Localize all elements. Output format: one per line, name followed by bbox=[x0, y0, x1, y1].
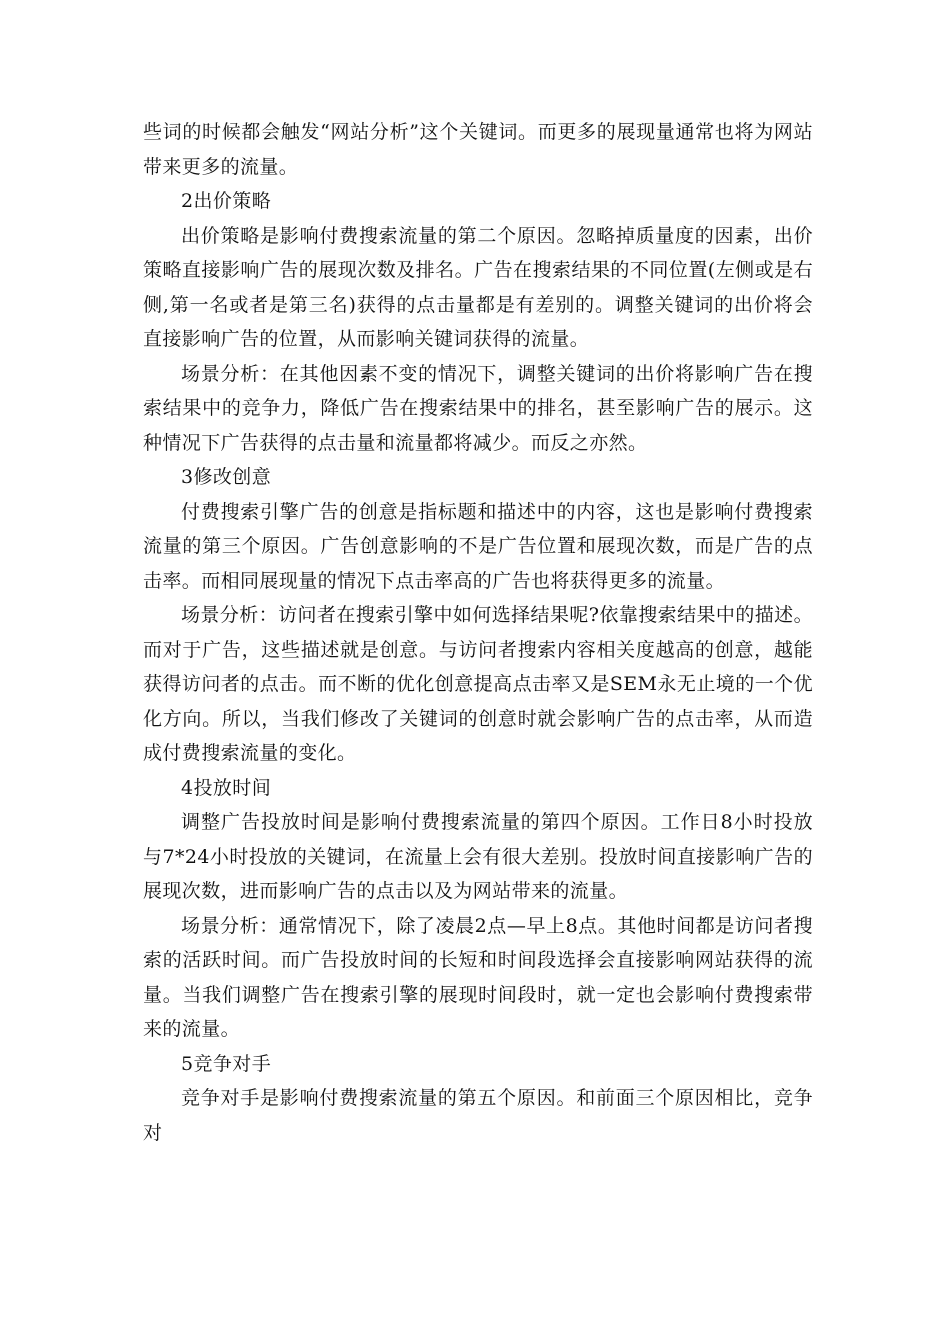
paragraph-schedule: 调整广告投放时间是影响付费搜索流量的第四个原因。工作日8小时投放与7*24小时投放的关键词，在流量上会有很大差别。投放时间直接影响广告的展现次数，进而影响广告的点击以及为网站带来的流量。 bbox=[143, 811, 813, 902]
paragraph-creative-scenario: 场景分析：访问者在搜索引擎中如何选择结果呢?依靠搜索结果中的描述。而对于广告，这些描述就是创意。与访问者搜索内容相关度越高的创意，越能获得访问者的点击。而不断的优化创意提高点击率又是SEM永无止境的一个优化方向。所以，当我们修改了关键词的创意时就会影响广告的点击率，从而造成付费搜索流量的变化。 bbox=[143, 604, 813, 764]
section-heading-creative: 3修改创意 bbox=[181, 466, 272, 488]
section-heading-competitors: 5竞争对手 bbox=[181, 1052, 272, 1075]
paragraph-schedule-scenario: 场景分析：通常情况下，除了凌晨2点—早上8点。其他时间都是访问者搜索的活跃时间。而广告投放时间的长短和时间段选择会直接影响网站获得的流量。当我们调整广告在搜索引擎的展现时间段时，就一定也会影响付费搜索带来的流量。 bbox=[143, 914, 813, 1040]
section-heading-bidding: 2出价策略 bbox=[181, 190, 272, 212]
document-page bbox=[143, 115, 813, 1150]
paragraph-continued: 些词的时候都会触发“网站分析”这个关键词。而更多的展现量通常也将为网站带来更多的流量。 bbox=[143, 121, 813, 178]
paragraph-competitors: 竞争对手是影响付费搜索流量的第五个原因。和前面三个原因相比，竞争对 bbox=[143, 1087, 813, 1144]
paragraph-creative: 付费搜索引擎广告的创意是指标题和描述中的内容，这也是影响付费搜索流量的第三个原因。广告创意影响的不是广告位置和展现次数，而是广告的点击率。而相同展现量的情况下点击率高的广告也将获得更多的流量。 bbox=[143, 500, 813, 592]
section-heading-schedule: 4投放时间 bbox=[181, 776, 272, 799]
paragraph-bidding-scenario: 场景分析：在其他因素不变的情况下，调整关键词的出价将影响广告在搜索结果中的竞争力，降低广告在搜索结果中的排名，甚至影响广告的展示。这种情况下广告获得的点击量和流量都将减少。而反之亦然。 bbox=[143, 362, 813, 454]
paragraph-bidding: 出价策略是影响付费搜索流量的第二个原因。忽略掉质量度的因素，出价策略直接影响广告的展现次数及排名。广告在搜索结果的不同位置(左侧或是右侧,第一名或者是第三名)获得的点击量都是有差别的。调整关键词的出价将会直接影响广告的位置，从而影响关键词获得的流量。 bbox=[143, 224, 813, 350]
